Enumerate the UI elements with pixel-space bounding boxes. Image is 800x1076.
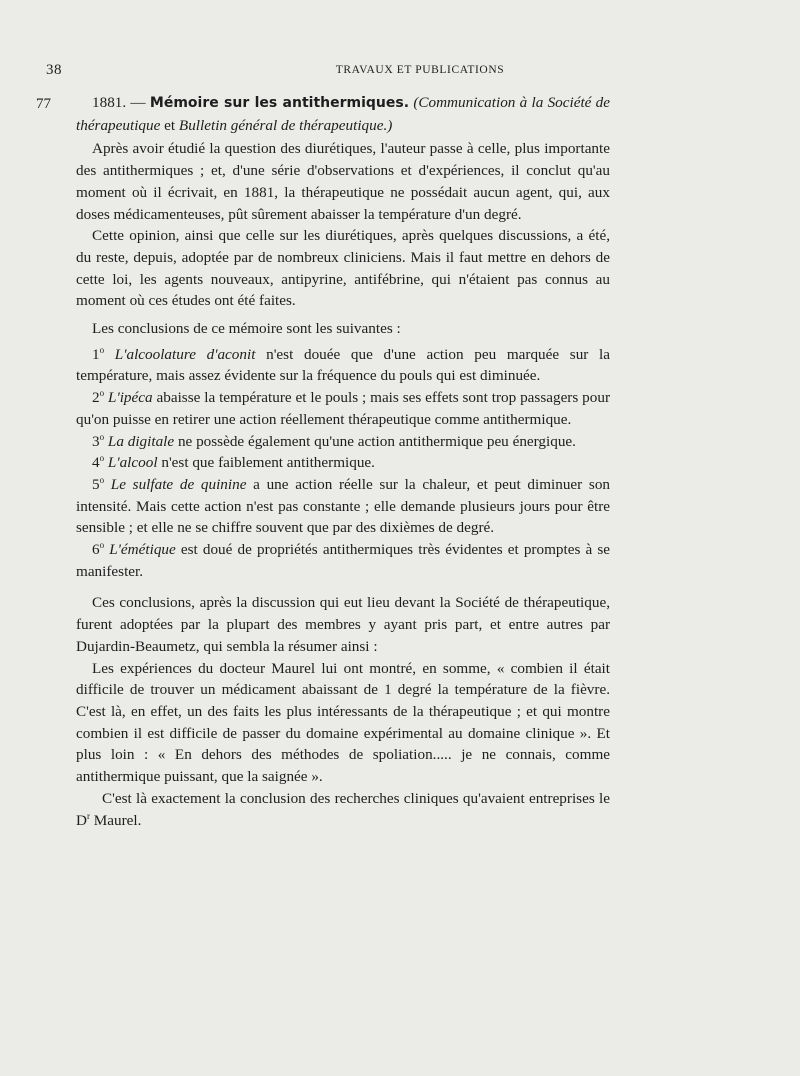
entry-title: Mémoire sur les antithermiques. <box>149 95 410 111</box>
conclusion-item <box>76 539 610 582</box>
conclusion-term: L'ipéca <box>108 389 153 407</box>
conclusion-text: abaisse la température et le pouls ; mais ses effets sont trop passagers pour qu'on puisse en retirer une action réellement thérapeutique comme antithermique. <box>76 389 611 428</box>
conclusion-item <box>76 452 610 474</box>
conclusion-number: 4$^o$ <box>92 453 105 472</box>
conclusion-term: La digitale <box>107 432 175 450</box>
conclusion-text: a une action réelle sur la chaleur, et peut diminuer son intensité. Mais cette action n'est pas constante ; elle demande plusieurs jours pour être sensible ; et elle ne se chiffre souvent que par des dixièmes de degré. <box>76 475 611 537</box>
conclusion-number: 6$^o$ <box>92 540 105 559</box>
conclusion-term: Le sulfate de quinine <box>110 475 247 493</box>
conclusion-number: 3$^o$ <box>92 431 105 450</box>
page-number: 38 <box>46 62 62 78</box>
entry-heading <box>76 92 610 136</box>
paragraph-2: Cette opinion, ainsi que celle sur les diurétiques, après quelques discussions, a été, du reste, depuis, adoptée par de nombreux cliniciens. Mais il faut mettre en dehors de cette loi, les agents nouveaux, antipyrine, antifébrine, qui n'étaient pas connus au moment où ces études ont été faites. <box>76 227 610 310</box>
conclusion-item <box>76 431 610 453</box>
entry-source-mid: et <box>160 116 179 134</box>
conclusion-term: L'alcoolature d'aconit <box>114 345 256 363</box>
paragraph-3: Les conclusions de ce mémoire sont les suivantes : <box>92 320 401 338</box>
closing-text: C'est là exactement la conclusion des recherches cliniques qu'avaient entreprises le D <box>76 789 610 829</box>
conclusion-item <box>76 474 610 539</box>
conclusion-text: n'est que faiblement antithermique. <box>157 454 375 472</box>
conclusion-number: 2$^o$ <box>92 388 105 407</box>
conclusion-text: est doué de propriétés antithermiques très évidentes et promptes à se manifester. <box>76 541 611 580</box>
paragraph-1: Après avoir étudié la question des diurétiques, l'auteur passe à celle, plus importante des antithermiques ; et, d'une série d'observations et d'expériences, il conclut qu'au moment où il écrivait, en 1881, la thérapeutique ne possédait aucun agent, qui, aux doses médicamenteuses, pût sûrement abaisser la température d'un degré. <box>76 140 610 223</box>
entry-source-1: (Communication à la Société de thérapeutique <box>76 94 611 134</box>
conclusion-number: 5$^o$ <box>92 474 105 493</box>
running-head: TRAVAUX ET PUBLICATIONS <box>335 64 505 76</box>
conclusion-item <box>76 344 610 387</box>
closing-superscript: r <box>86 810 90 821</box>
paragraph-5: Les expériences du docteur Maurel lui ont montré, en somme, « combien il était difficile de trouver un médicament abaissant de 1 degré la température de la fièvre. C'est là, en effet, un des faits les plus intéressants de la thérapeutique ; et qui montre combien il est difficile de passer du domaine expérimental au domaine clinique ». Et plus loin : « En dehors des méthodes de spoliation..... je ne connais, comme antithermique puissant, que la saignée ». <box>76 659 610 786</box>
body-text <box>76 92 610 831</box>
closing-text-end: Maurel. <box>89 811 142 829</box>
conclusion-number: 1$^o$ <box>92 344 105 363</box>
conclusion-term: L'émétique <box>109 541 176 559</box>
entry-source-2: Bulletin général de thérapeutique.) <box>178 116 393 134</box>
conclusion-item <box>76 387 610 430</box>
entry-number: 77 <box>36 96 51 112</box>
conclusion-term: L'alcool <box>107 454 158 472</box>
conclusion-text: n'est douée que d'une action peu marquée sur la température, mais assez évidente sur la fréquence du pouls qui est diminuée. <box>76 345 610 385</box>
paragraph-4: Ces conclusions, après la discussion qui eut lieu devant la Société de thérapeutique, furent adoptées par la plupart des membres y ayant pris part, et entre autres par Dujardin-Beaumetz, qui sembla la résumer ainsi : <box>76 594 610 655</box>
paragraph-6 <box>76 788 610 831</box>
conclusion-text: ne possède également qu'une action antithermique peu énergique. <box>174 432 576 450</box>
entry-year: 1881. — <box>92 94 146 111</box>
